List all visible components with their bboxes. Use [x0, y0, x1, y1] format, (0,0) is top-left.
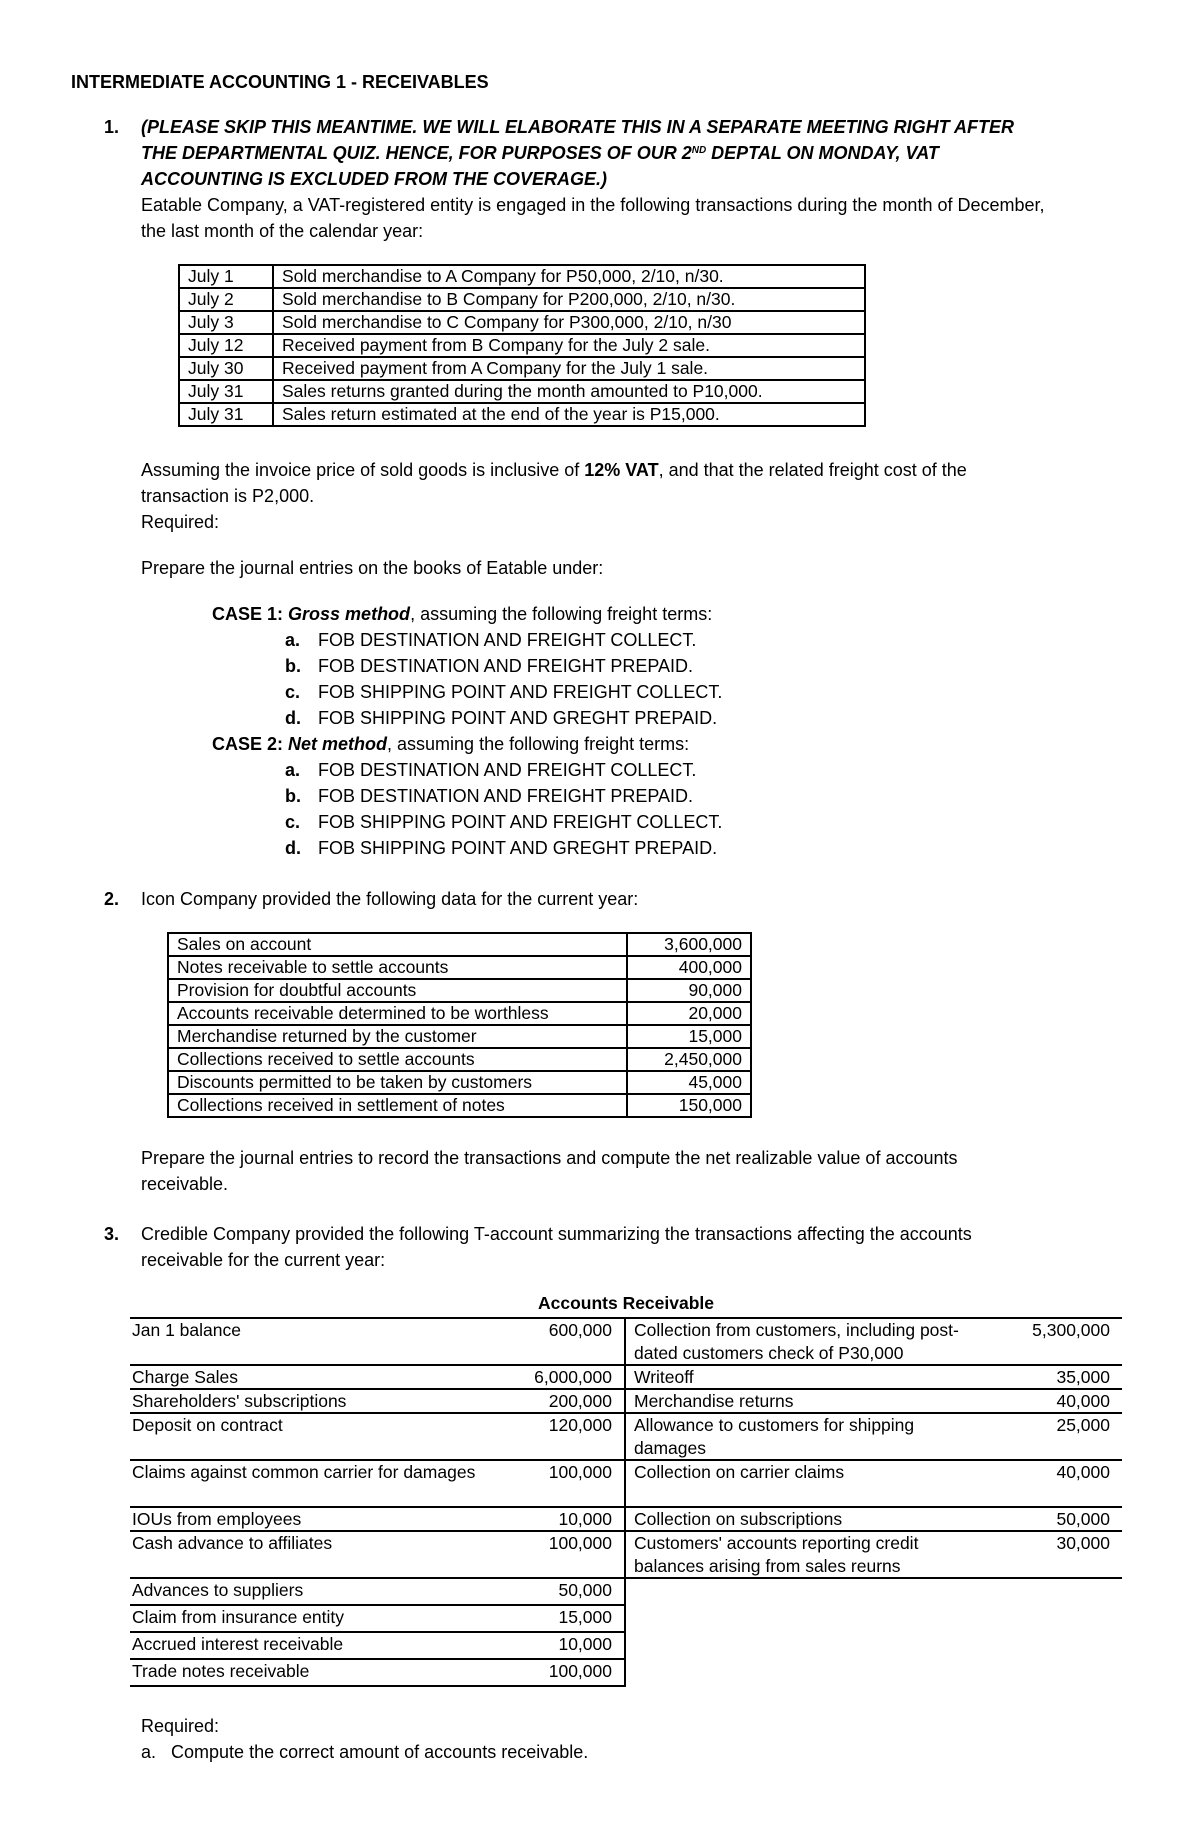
- q1-prepare: Prepare the journal entries on the books of Eatable under:: [141, 558, 604, 578]
- freight-term-text: FOB DESTINATION AND FREIGHT PREPAID.: [318, 786, 694, 806]
- data-label: Notes receivable to settle accounts: [168, 956, 627, 979]
- entry-label: Writeoff: [634, 1367, 694, 1387]
- credit-entry: [626, 1388, 1122, 1412]
- transaction-date: July 1: [179, 265, 273, 288]
- q1-note-line1: (PLEASE SKIP THIS MEANTIME. WE WILL ELABORATE THIS IN A SEPARATE MEETING RIGHT AFTER: [141, 117, 1015, 137]
- entry-label: Trade notes receivable: [132, 1661, 310, 1681]
- transaction-date: July 2: [179, 288, 273, 311]
- data-label: Merchandise returned by the customer: [168, 1025, 627, 1048]
- transaction-row: [179, 288, 865, 311]
- entry-amount: 15,000: [558, 1607, 612, 1627]
- data-amount: 45,000: [627, 1071, 751, 1094]
- q1-number: 1.: [104, 117, 120, 137]
- entry-label: IOUs from employees: [132, 1509, 302, 1529]
- debit-entry: [130, 1658, 626, 1687]
- entry-amount: 100,000: [548, 1533, 612, 1553]
- debit-entry: [130, 1388, 626, 1412]
- icon-data-table: [167, 932, 752, 1118]
- transaction-row: [179, 403, 865, 426]
- entry-label: Customers' accounts reporting credit balances arising from sales reurns: [634, 1533, 919, 1576]
- credit-entry: [626, 1364, 1122, 1388]
- q1-assumption-line1: Assuming the invoice price of sold goods is inclusive of 12% VAT, and that the related freight cost of the: [141, 460, 967, 480]
- q2-intro: Icon Company provided the following data for the current year:: [141, 889, 639, 909]
- transaction-row: [179, 334, 865, 357]
- debit-entry: [130, 1317, 626, 1364]
- credit-entry: [626, 1506, 1122, 1530]
- q3-intro-line1: Credible Company provided the following T-account summarizing the transactions affecting the accounts: [141, 1224, 972, 1244]
- freight-term-text: FOB SHIPPING POINT AND FREIGHT COLLECT.: [318, 812, 723, 832]
- transaction-description: Sold merchandise to A Company for P50,000, 2/10, n/30.: [273, 265, 865, 288]
- freight-term-letter: a.: [285, 630, 301, 650]
- case2-heading: CASE 2: Net method, assuming the following freight terms:: [212, 734, 690, 754]
- q3-number: 3.: [104, 1224, 120, 1244]
- transaction-row: [179, 380, 865, 403]
- freight-term-letter: c.: [285, 812, 301, 832]
- freight-term-letter: c.: [285, 682, 301, 702]
- debit-entry: [130, 1364, 626, 1388]
- data-label: Collections received in settlement of notes: [168, 1094, 627, 1117]
- entry-label: Advances to suppliers: [132, 1580, 304, 1600]
- entry-amount: 600,000: [548, 1320, 612, 1340]
- t-account-title: Accounts Receivable: [537, 1293, 715, 1313]
- data-label: Provision for doubtful accounts: [168, 979, 627, 1002]
- entry-amount: 50,000: [558, 1580, 612, 1600]
- q1-intro-line1: Eatable Company, a VAT-registered entity is engaged in the following transactions during the month of December,: [141, 195, 1045, 215]
- transaction-description: Sales return estimated at the end of the year is P15,000.: [273, 403, 865, 426]
- debit-entry: [130, 1459, 626, 1506]
- data-row: [168, 979, 751, 1002]
- transaction-date: July 12: [179, 334, 273, 357]
- entry-label: Collection on subscriptions: [634, 1509, 843, 1529]
- q2-prepare-line2: receivable.: [141, 1174, 229, 1194]
- debit-entry: [130, 1412, 626, 1459]
- entry-amount: 10,000: [558, 1509, 612, 1529]
- transactions-table: [178, 264, 866, 427]
- entry-amount: 30,000: [1056, 1533, 1110, 1553]
- freight-term-letter: a.: [285, 760, 301, 780]
- q1-assumption-line2: transaction is P2,000.: [141, 486, 315, 506]
- entry-label: Charge Sales: [132, 1367, 239, 1387]
- data-row: [168, 956, 751, 979]
- transaction-row: [179, 357, 865, 380]
- transaction-date: July 31: [179, 380, 273, 403]
- credit-entry: [626, 1317, 1122, 1364]
- data-row: [168, 1071, 751, 1094]
- entry-amount: 35,000: [1056, 1367, 1110, 1387]
- transaction-description: Sold merchandise to C Company for P300,000, 2/10, n/30: [273, 311, 865, 334]
- q3-requirement-a: a. Compute the correct amount of accounts receivable.: [141, 1742, 589, 1762]
- data-row: [168, 1048, 751, 1071]
- entry-amount: 40,000: [1056, 1462, 1110, 1482]
- data-label: Accounts receivable determined to be worthless: [168, 1002, 627, 1025]
- freight-term-text: FOB DESTINATION AND FREIGHT COLLECT.: [318, 760, 697, 780]
- transaction-row: [179, 311, 865, 334]
- entry-label: Collection on carrier claims: [634, 1462, 845, 1482]
- page-title: INTERMEDIATE ACCOUNTING 1 - RECEIVABLES: [71, 72, 489, 92]
- freight-term-letter: d.: [285, 708, 301, 728]
- transaction-row: [179, 265, 865, 288]
- transaction-description: Received payment from B Company for the July 2 sale.: [273, 334, 865, 357]
- data-amount: 2,450,000: [627, 1048, 751, 1071]
- transaction-description: Sales returns granted during the month amounted to P10,000.: [273, 380, 865, 403]
- entry-label: Accrued interest receivable: [132, 1634, 344, 1654]
- data-amount: 3,600,000: [627, 933, 751, 956]
- entry-amount: 6,000,000: [534, 1367, 612, 1387]
- data-row: [168, 1094, 751, 1117]
- freight-term-text: FOB SHIPPING POINT AND FREIGHT COLLECT.: [318, 682, 723, 702]
- transaction-description: Sold merchandise to B Company for P200,000, 2/10, n/30.: [273, 288, 865, 311]
- entry-label: Cash advance to affiliates: [132, 1533, 333, 1553]
- entry-label: Shareholders' subscriptions: [132, 1391, 347, 1411]
- q1-note-line3: ACCOUNTING IS EXCLUDED FROM THE COVERAGE.): [141, 169, 608, 189]
- entry-amount: 5,300,000: [1032, 1320, 1110, 1340]
- entry-label: Claims against common carrier for damages: [132, 1462, 476, 1482]
- debit-entry: [130, 1530, 626, 1577]
- q2-number: 2.: [104, 889, 120, 909]
- entry-label: Deposit on contract: [132, 1415, 283, 1435]
- credit-entry: [626, 1530, 1122, 1579]
- t-account-debits: [130, 1317, 626, 1687]
- freight-term-text: FOB SHIPPING POINT AND GREGHT PREPAID.: [318, 838, 718, 858]
- debit-entry: [130, 1577, 626, 1604]
- q1-note-line2: THE DEPARTMENTAL QUIZ. HENCE, FOR PURPOSES OF OUR 2ND DEPTAL ON MONDAY, VAT: [141, 143, 939, 163]
- entry-label: Allowance to customers for shipping damages: [634, 1415, 915, 1458]
- entry-label: Jan 1 balance: [132, 1320, 241, 1340]
- q2-prepare-line1: Prepare the journal entries to record the transactions and compute the net realizable value of accounts: [141, 1148, 958, 1168]
- debit-entry: [130, 1604, 626, 1631]
- data-amount: 20,000: [627, 1002, 751, 1025]
- freight-term-letter: b.: [285, 786, 301, 806]
- transaction-date: July 3: [179, 311, 273, 334]
- transaction-date: July 31: [179, 403, 273, 426]
- transaction-description: Received payment from A Company for the July 1 sale.: [273, 357, 865, 380]
- data-amount: 15,000: [627, 1025, 751, 1048]
- entry-label: Merchandise returns: [634, 1391, 794, 1411]
- freight-term-text: FOB DESTINATION AND FREIGHT PREPAID.: [318, 656, 694, 676]
- entry-amount: 50,000: [1056, 1509, 1110, 1529]
- entry-label: Claim from insurance entity: [132, 1607, 345, 1627]
- entry-amount: 200,000: [548, 1391, 612, 1411]
- data-label: Discounts permitted to be taken by customers: [168, 1071, 627, 1094]
- credit-entry: [626, 1459, 1122, 1506]
- freight-term-text: FOB SHIPPING POINT AND GREGHT PREPAID.: [318, 708, 718, 728]
- freight-term-text: FOB DESTINATION AND FREIGHT COLLECT.: [318, 630, 697, 650]
- transaction-date: July 30: [179, 357, 273, 380]
- q3-required: Required:: [141, 1716, 220, 1736]
- data-amount: 90,000: [627, 979, 751, 1002]
- t-account-credits: [626, 1317, 1122, 1579]
- q3-intro-line2: receivable for the current year:: [141, 1250, 386, 1270]
- data-label: Sales on account: [168, 933, 627, 956]
- data-amount: 400,000: [627, 956, 751, 979]
- entry-amount: 100,000: [548, 1462, 612, 1482]
- freight-term-letter: b.: [285, 656, 301, 676]
- debit-entry: [130, 1506, 626, 1530]
- debit-entry: [130, 1631, 626, 1658]
- q1-required: Required:: [141, 512, 220, 532]
- freight-term-letter: d.: [285, 838, 301, 858]
- data-row: [168, 1002, 751, 1025]
- credit-entry: [626, 1412, 1122, 1459]
- entry-amount: 120,000: [548, 1415, 612, 1435]
- data-row: [168, 933, 751, 956]
- case1-heading: CASE 1: Gross method, assuming the following freight terms:: [212, 604, 713, 624]
- entry-amount: 100,000: [548, 1661, 612, 1681]
- data-amount: 150,000: [627, 1094, 751, 1117]
- entry-label: Collection from customers, including post-dated customers check of P30,000: [634, 1320, 959, 1363]
- data-row: [168, 1025, 751, 1048]
- data-label: Collections received to settle accounts: [168, 1048, 627, 1071]
- entry-amount: 10,000: [558, 1634, 612, 1654]
- q1-intro-line2: the last month of the calendar year:: [141, 221, 424, 241]
- entry-amount: 40,000: [1056, 1391, 1110, 1411]
- entry-amount: 25,000: [1056, 1415, 1110, 1435]
